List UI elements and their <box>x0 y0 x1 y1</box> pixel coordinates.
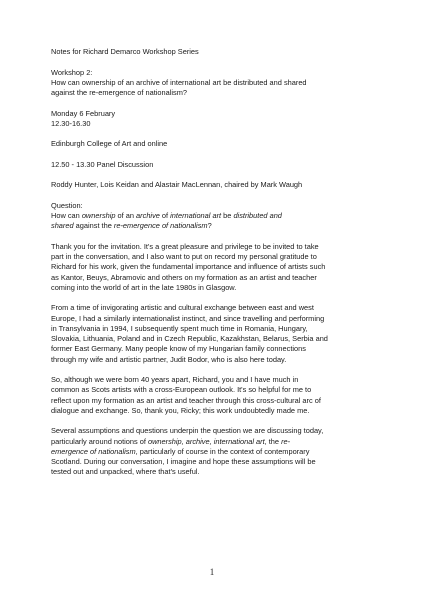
panel-block <box>51 160 377 170</box>
question-label: Question: <box>51 200 83 210</box>
question-line <box>51 221 377 231</box>
workshop-block <box>51 68 377 99</box>
question-text: against the <box>73 221 114 231</box>
question-text: ? <box>207 221 212 231</box>
series-title-text: Notes for Richard Demarco Workshop Series <box>51 47 199 56</box>
paragraph-line: So, although we were born 40 years apart, Richard, you and I have much in <box>51 375 299 384</box>
page-number: 1 <box>209 567 215 577</box>
paragraph <box>51 242 377 293</box>
question-emphasis: distributed and <box>233 211 282 220</box>
workshop-question-line: against the re-emergence of nationalism? <box>51 88 187 97</box>
paragraph-line: former East Germany. Many people know of my Hungarian family connections <box>51 344 306 354</box>
question-line <box>51 211 377 221</box>
paragraph-line: as Kantor, Beuys, Abramovic and others on my formation as an artist and teacher <box>51 272 317 282</box>
paragraph-emphasis: re- <box>281 436 291 446</box>
question-emphasis: ownership <box>81 211 116 220</box>
paragraph-line: tested out and unpacked, where that's useful. <box>51 467 200 477</box>
panel-time: 12.50 - 13.30 Panel Discussion <box>51 159 154 169</box>
question-emphasis: international art <box>170 211 222 220</box>
paragraph <box>51 375 377 416</box>
paragraph-line: Slovakia, Lithuania, Poland and in Czech Republic, Kazakhstan, Belarus, Serbia and <box>51 334 328 343</box>
paragraph-line <box>51 437 377 447</box>
panelists-block <box>51 180 377 190</box>
paragraph <box>51 426 377 477</box>
paragraph-line: common as Scots artists with a cross-European outlook. It's so helpful for me to <box>51 385 312 395</box>
paragraph-line: in Transylvania in 1994, I subsequently spent much time in Romania, Hungary, <box>51 323 308 333</box>
workshop-label: Workshop 2: <box>51 67 93 77</box>
paragraph-line: coming into the world of art in the late 1980s in Glasgow. <box>51 282 237 292</box>
paragraph-emphasis: emergence of nationalism <box>51 446 136 456</box>
question-text: be <box>221 211 234 220</box>
workshop-question-line: How can ownership of an archive of international art be distributed and shared <box>51 77 307 87</box>
question-block <box>51 201 377 232</box>
paragraph-text: , particularly of course in the context of contemporary <box>135 446 310 456</box>
question-emphasis: re-emergence of nationalism <box>113 221 208 231</box>
series-title <box>51 47 377 57</box>
paragraph-line: part in the conversation, and I also want to put on record my personal gratitude to <box>51 252 317 261</box>
paragraph-text: , the <box>264 436 282 446</box>
paragraph-line: Europe, I had a similarly internationalist instinct, and since travelling and performing <box>51 313 325 323</box>
paragraph-emphasis: ownership, archive, international art <box>147 436 265 446</box>
paragraph-line: Richard for his work, given the fundamental importance and influence of artists such <box>51 262 326 272</box>
paragraph-line: Scotland. During our conversation, I imagine and hope these assumptions will be <box>51 457 316 466</box>
paragraph <box>51 303 377 365</box>
paragraph-text: particularly around notions of <box>51 436 148 446</box>
paragraph-line: dialogue and exchange. So, thank you, Ricky; this work undoubtedly made me. <box>51 405 310 415</box>
paragraph-line <box>51 447 377 457</box>
panelists: Roddy Hunter, Lois Keidan and Alastair MacLennan, chaired by Mark Waugh <box>51 180 303 190</box>
event-time: 12.30-16.30 <box>51 118 91 128</box>
paragraph-line: Several assumptions and questions underpin the question we are discussing today, <box>51 426 324 436</box>
date-block <box>51 109 377 130</box>
question-emphasis: archive <box>136 211 160 220</box>
paragraph-line: Thank you for the invitation. It's a great pleasure and privilege to be invited to take <box>51 241 319 251</box>
question-text: of <box>159 211 171 220</box>
question-emphasis: shared <box>51 221 74 231</box>
document-body <box>51 47 377 488</box>
paragraph-line: reflect upon my formation as an artist and teacher through this cross-cultural arc of <box>51 395 321 405</box>
venue-block <box>51 139 377 149</box>
event-venue: Edinburgh College of Art and online <box>51 139 168 149</box>
event-date: Monday 6 February <box>51 108 116 118</box>
question-text: How can <box>51 211 82 220</box>
paragraph-line: From a time of invigorating artistic and cultural exchange between east and west <box>51 303 314 313</box>
paragraph-line: through my wife and artistic partner, Judit Bodor, who is also here today. <box>51 354 287 364</box>
question-text: of an <box>115 211 137 220</box>
